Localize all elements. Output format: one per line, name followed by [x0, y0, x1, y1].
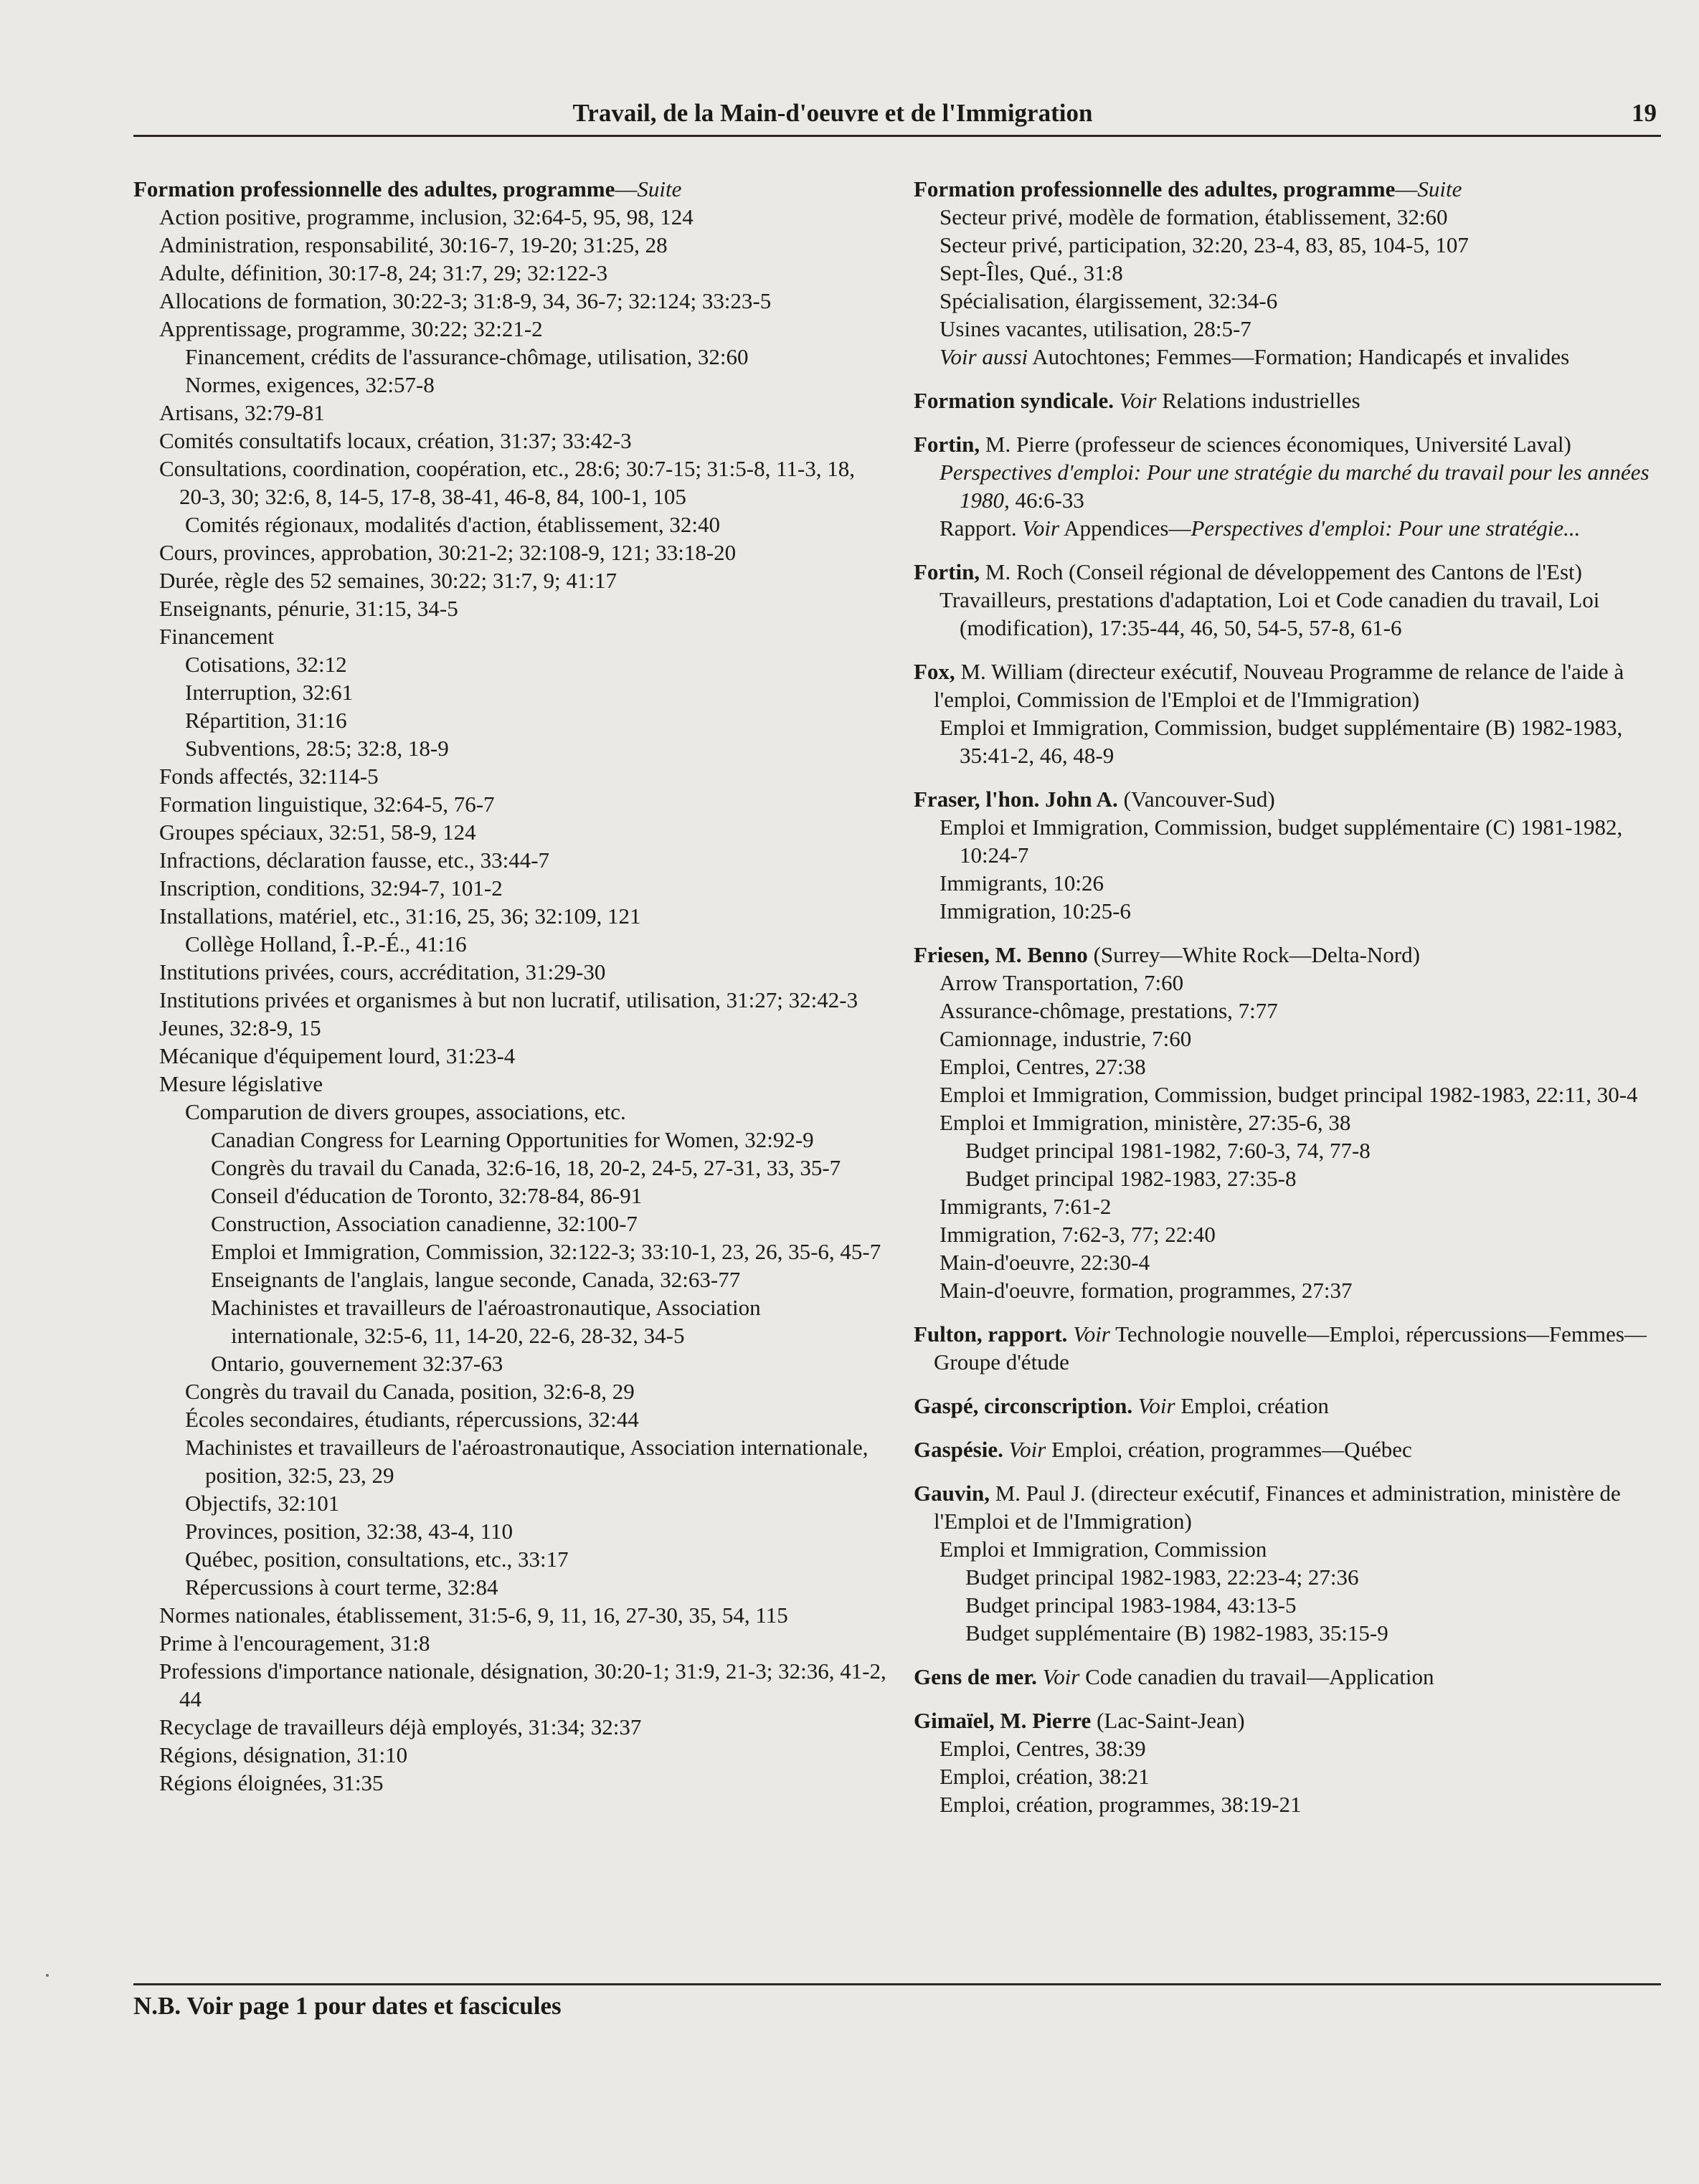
index-subentry — [133, 1433, 890, 1489]
entry-text: Immigrants, 10:26 — [940, 870, 1104, 896]
index-heading: Formation professionnelle des adultes, programme—Suite — [133, 176, 682, 201]
entry-text: Conseil d'éducation de Toronto, 32:78-84, 86-91 — [211, 1183, 643, 1208]
index-subentry — [133, 622, 890, 650]
entry-text: Administration, responsabilité, 30:16-7, 19-20; 31:25, 28 — [159, 232, 668, 257]
entry-head: Fortin, — [914, 432, 980, 457]
entry-em: Perspectives d'emploi: Pour une stratégie du marché du travail pour les années 1980, — [940, 460, 1650, 513]
entry-tail: (Vancouver-Sud) — [1117, 787, 1275, 812]
right-index-column — [914, 175, 1661, 1818]
entry-text: Emploi et Immigration, Commission, budget supplémentaire (C) 1981-1982, 10:24-7 — [940, 815, 1623, 868]
index-subentry — [914, 1025, 1661, 1053]
entry-text: Congrès du travail du Canada, 32:6-16, 18, 20-2, 24-5, 27-31, 33, 35-7 — [211, 1155, 841, 1180]
index-subentry — [914, 1276, 1661, 1304]
index-subentry — [133, 1657, 890, 1713]
entry-text: Emploi et Immigration, Commission, budget supplémentaire (B) 1982-1983, 35:41-2, 46, 48-9 — [940, 715, 1623, 768]
entry-em: Suite — [637, 176, 682, 201]
index-subentry — [914, 514, 1661, 542]
index-subentry — [133, 734, 890, 762]
entry-text: Enseignants, pénurie, 31:15, 34-5 — [159, 596, 458, 621]
entry-text: Budget principal 1982-1983, 22:23-4; 27:36 — [965, 1565, 1359, 1590]
entry-text: Emploi et Immigration, Commission, budget principal 1982-1983, 22:11, 30-4 — [940, 1082, 1638, 1107]
entry-text: Emploi, Centres, 27:38 — [940, 1054, 1146, 1079]
entry-tail: Code canadien du travail—Application — [1079, 1664, 1434, 1689]
entry-text: Arrow Transportation, 7:60 — [940, 970, 1184, 995]
entry-text: Régions, désignation, 31:10 — [159, 1742, 408, 1767]
entry-text: Usines vacantes, utilisation, 28:5-7 — [940, 316, 1251, 341]
entry-head: Fraser, l'hon. John A. — [914, 787, 1118, 812]
entry-text: Installations, matériel, etc., 31:16, 25, 36; 32:109, 121 — [159, 903, 641, 929]
index-subentry — [133, 1070, 890, 1098]
index-subentry — [133, 958, 890, 986]
entry-head: Formation professionnelle des adultes, programme — [914, 176, 1396, 201]
entry-tail: M. Pierre (professeur de sciences économiques, Université Laval) — [980, 432, 1571, 457]
index-subentry — [133, 1741, 890, 1769]
index-subentry — [914, 969, 1661, 997]
index-subentry — [914, 1762, 1661, 1790]
entry-em: Voir — [1119, 388, 1157, 413]
entry-tail: Emploi, création — [1175, 1393, 1329, 1418]
index-subentry — [133, 874, 890, 902]
index-subentry — [914, 1108, 1661, 1136]
index-subentry — [133, 1210, 890, 1238]
index-subentry — [133, 762, 890, 790]
entry-text: Immigration, 7:62-3, 77; 22:40 — [940, 1222, 1216, 1247]
index-subentry — [133, 538, 890, 566]
index-subentry — [133, 1629, 890, 1657]
index-heading — [914, 1663, 1661, 1691]
index-subentry — [914, 1136, 1661, 1164]
entry-head: Fortin, — [914, 559, 980, 584]
entry-head: Gaspésie. — [914, 1437, 1003, 1462]
entry-text: Action positive, programme, inclusion, 32:64-5, 95, 98, 124 — [159, 204, 694, 229]
index-subentry — [133, 1405, 890, 1433]
entry-em: Voir — [1073, 1321, 1110, 1347]
index-subentry — [914, 997, 1661, 1025]
index-subentry — [133, 594, 890, 622]
entry-text: Assurance-chômage, prestations, 7:77 — [940, 998, 1278, 1023]
entry-text: Collège Holland, Î.-P.-É., 41:16 — [185, 931, 467, 956]
index-subentry — [133, 706, 890, 734]
entry-text: Infractions, déclaration fausse, etc., 33:44-7 — [159, 848, 550, 873]
entry-text: Enseignants de l'anglais, langue seconde, Canada, 32:63-77 — [211, 1267, 741, 1292]
entry-text: Immigrants, 7:61-2 — [940, 1194, 1112, 1219]
index-subentry — [133, 1238, 890, 1266]
entry-text: Institutions privées, cours, accréditation, 31:29-30 — [159, 959, 606, 984]
entry-text: Normes nationales, établissement, 31:5-6, 9, 11, 16, 27-30, 35, 54, 115 — [159, 1603, 788, 1628]
index-subentry — [133, 818, 890, 846]
entry-text: Inscription, conditions, 32:94-7, 101-2 — [159, 875, 503, 901]
entry-text: Emploi et Immigration, ministère, 27:35-6, 38 — [940, 1110, 1351, 1135]
entry-text: Comités consultatifs locaux, création, 31:37; 33:42-3 — [159, 428, 632, 453]
index-subentry — [133, 1349, 890, 1377]
entry-text: Canadian Congress for Learning Opportunities for Women, 32:92-9 — [211, 1127, 814, 1152]
index-subentry — [914, 1164, 1661, 1192]
entry-text: Subventions, 28:5; 32:8, 18-9 — [185, 736, 449, 761]
entry-text: Écoles secondaires, étudiants, répercussions, 32:44 — [185, 1407, 639, 1432]
running-header-title: Travail, de la Main-d'oeuvre et de l'Immigration — [572, 99, 1093, 127]
entry-text: Comparution de divers groupes, associations, etc. — [185, 1099, 626, 1124]
index-subentry — [133, 566, 890, 594]
entry-em2: Perspectives d'emploi: Pour une stratégie... — [1191, 516, 1581, 541]
entry-head: Fulton, rapport. — [914, 1321, 1068, 1347]
index-subentry — [914, 458, 1661, 514]
entry-tail: Appendices— — [1059, 516, 1191, 541]
page-number: 19 — [1632, 99, 1657, 127]
index-subentry — [133, 1154, 890, 1182]
index-heading: Formation professionnelle des adultes, programme—Suite — [914, 176, 1462, 201]
index-heading — [914, 558, 1661, 586]
entry-text: Main-d'oeuvre, formation, programmes, 27:37 — [940, 1278, 1353, 1303]
entry-text: Machinistes et travailleurs de l'aéroastronautique, Association internationale, position, 32:5, 23, 29 — [185, 1435, 869, 1488]
index-subentry — [914, 1563, 1661, 1591]
index-subentry — [133, 678, 890, 706]
index-subentry — [914, 1619, 1661, 1647]
index-subentry — [133, 1769, 890, 1797]
index-subentry — [914, 1053, 1661, 1081]
entry-text: Fonds affectés, 32:114-5 — [159, 764, 379, 789]
index-subentry — [133, 343, 890, 371]
index-subentry — [133, 1517, 890, 1545]
index-subentry — [914, 203, 1661, 231]
entry-tail: (Surrey—White Rock—Delta-Nord) — [1087, 942, 1420, 967]
entry-text: Emploi, création, 38:21 — [940, 1764, 1150, 1789]
entry-text: Emploi, création, programmes, 38:19-21 — [940, 1792, 1302, 1817]
index-subentry — [133, 1545, 890, 1573]
entry-text: Secteur privé, participation, 32:20, 23-4, 83, 85, 104-5, 107 — [940, 232, 1469, 257]
entry-head: Formation syndicale. — [914, 388, 1114, 413]
entry-text: Emploi et Immigration, Commission — [940, 1537, 1267, 1562]
index-subentry — [133, 1293, 890, 1349]
entry-em: Suite — [1417, 176, 1462, 201]
index-subentry — [914, 1192, 1661, 1220]
index-subentry — [133, 1182, 890, 1210]
entry-text: Emploi et Immigration, Commission, 32:122-3; 33:10-1, 23, 26, 35-6, 45-7 — [211, 1239, 881, 1264]
index-subentry — [133, 1098, 890, 1126]
entry-text: Budget principal 1982-1983, 27:35-8 — [965, 1166, 1297, 1191]
entry-text: Cotisations, 32:12 — [185, 652, 347, 677]
entry-text: Formation linguistique, 32:64-5, 76-7 — [159, 792, 495, 817]
entry-head: Fox, — [914, 659, 955, 684]
index-subentry — [914, 343, 1661, 371]
entry-tail: Relations industrielles — [1156, 388, 1360, 413]
index-subentry — [914, 1790, 1661, 1818]
entry-text: Comités régionaux, modalités d'action, établissement, 32:40 — [185, 512, 720, 537]
entry-tail: M. Roch (Conseil régional de développement des Cantons de l'Est) — [980, 559, 1582, 584]
entry-text: Provinces, position, 32:38, 43-4, 110 — [185, 1519, 513, 1544]
index-subentry — [914, 713, 1661, 769]
entry-text: Répercussions à court terme, 32:84 — [185, 1575, 498, 1600]
entry-tail: M. Paul J. (directeur exécutif, Finances et administration, ministère de l'Emploi et de l'Immigration) — [934, 1481, 1621, 1534]
index-heading — [914, 430, 1661, 458]
index-subentry — [914, 1220, 1661, 1248]
index-subentry — [133, 203, 890, 231]
index-subentry — [133, 1126, 890, 1154]
entry-text: Camionnage, industrie, 7:60 — [940, 1026, 1192, 1051]
entry-text: Budget principal 1983-1984, 43:13-5 — [965, 1592, 1297, 1618]
entry-tail: Emploi, création, programmes—Québec — [1046, 1437, 1412, 1462]
entry-text: Groupes spéciaux, 32:51, 58-9, 124 — [159, 820, 476, 845]
index-subentry — [133, 1377, 890, 1405]
entry-head: Friesen, M. Benno — [914, 942, 1088, 967]
entry-text: Budget principal 1981-1982, 7:60-3, 74, 77-8 — [965, 1138, 1371, 1163]
entry-head: Formation professionnelle des adultes, programme — [133, 176, 615, 201]
entry-text: Sept-Îles, Qué., 31:8 — [940, 260, 1123, 285]
index-subentry — [133, 902, 890, 930]
index-subentry — [914, 1081, 1661, 1108]
entry-tail: 46:6-33 — [1009, 488, 1084, 513]
entry-text: Apprentissage, programme, 30:22; 32:21-2 — [159, 316, 543, 341]
left-index-column — [133, 175, 890, 1797]
index-subentry — [133, 1489, 890, 1517]
entry-text: Interruption, 32:61 — [185, 680, 354, 705]
index-subentry — [133, 790, 890, 818]
index-subentry — [133, 399, 890, 427]
entry-text: Québec, position, consultations, etc., 33:17 — [185, 1547, 569, 1572]
index-subentry — [133, 930, 890, 958]
index-subentry — [133, 1713, 890, 1741]
index-subentry — [914, 869, 1661, 897]
index-heading — [914, 1435, 1661, 1463]
index-subentry — [133, 511, 890, 538]
entry-text: Construction, Association canadienne, 32:100-7 — [211, 1211, 638, 1236]
entry-text: Financement, crédits de l'assurance-chômage, utilisation, 32:60 — [185, 344, 749, 369]
entry-text: Normes, exigences, 32:57-8 — [185, 372, 435, 397]
header-rule — [133, 135, 1661, 137]
index-subentry — [133, 1014, 890, 1042]
index-subentry — [914, 315, 1661, 343]
entry-text: Recyclage de travailleurs déjà employés, 31:34; 32:37 — [159, 1714, 642, 1739]
index-heading — [914, 941, 1661, 969]
index-subentry — [133, 650, 890, 678]
index-subentry — [914, 1248, 1661, 1276]
index-heading — [914, 657, 1661, 713]
index-subentry — [133, 315, 890, 343]
index-heading — [914, 785, 1661, 813]
entry-text: Allocations de formation, 30:22-3; 31:8-9, 34, 36-7; 32:124; 33:23-5 — [159, 288, 772, 313]
entry-tail: Autochtones; Femmes—Formation; Handicapés et invalides — [1028, 344, 1570, 369]
entry-text: Ontario, gouvernement 32:37-63 — [211, 1351, 503, 1376]
index-subentry — [914, 1535, 1661, 1563]
footer-rule — [133, 1983, 1661, 1985]
entry-text: Institutions privées et organismes à but non lucratif, utilisation, 31:27; 32:42-3 — [159, 987, 858, 1012]
scan-speck — [46, 1974, 49, 1977]
footer-note: N.B. Voir page 1 pour dates et fascicules — [133, 1992, 562, 2020]
index-subentry — [914, 586, 1661, 642]
entry-text: Machinistes et travailleurs de l'aéroastronautique, Association internationale, 32:5-6, 11, 14-20, 22-6, 28-32, 34-5 — [211, 1295, 761, 1348]
entry-text: Congrès du travail du Canada, position, 32:6-8, 29 — [185, 1379, 635, 1404]
entry-em: Voir — [1137, 1393, 1175, 1418]
index-subentry — [914, 1734, 1661, 1762]
index-subentry — [914, 259, 1661, 287]
index-subentry — [914, 1591, 1661, 1619]
entry-tail: (Lac-Saint-Jean) — [1091, 1708, 1245, 1733]
entry-text: Immigration, 10:25-6 — [940, 898, 1131, 924]
entry-text: Secteur privé, modèle de formation, établissement, 32:60 — [940, 204, 1448, 229]
entry-tail: Technologie nouvelle—Emploi, répercussions—Femmes—Groupe d'étude — [934, 1321, 1647, 1375]
entry-text: Travailleurs, prestations d'adaptation, Loi et Code canadien du travail, Loi (modification), 17:35-44, 46, 50, 54-5, 57-8, 61-6 — [940, 587, 1600, 640]
entry-head: Gens de mer. — [914, 1664, 1037, 1689]
index-subentry — [133, 986, 890, 1014]
index-subentry — [914, 287, 1661, 315]
entry-text: Régions éloignées, 31:35 — [159, 1770, 384, 1795]
entry-text: Jeunes, 32:8-9, 15 — [159, 1015, 321, 1040]
entry-head: Gimaïel, M. Pierre — [914, 1708, 1092, 1733]
entry-text: Durée, règle des 52 semaines, 30:22; 31:7, 9; 41:17 — [159, 568, 617, 593]
entry-text: Main-d'oeuvre, 22:30-4 — [940, 1250, 1150, 1275]
entry-text: Consultations, coordination, coopération, etc., 28:6; 30:7-15; 31:5-8, 11-3, 18, 20-3, 30; 32:6, 8, 14-5, 17-8, 38-41, 46-8, 84, 100-1, 105 — [159, 456, 856, 509]
entry-text: Prime à l'encouragement, 31:8 — [159, 1630, 430, 1656]
entry-text: Objectifs, 32:101 — [185, 1491, 340, 1516]
entry-em: Voir — [1042, 1664, 1080, 1689]
entry-text: Cours, provinces, approbation, 30:21-2; 32:108-9, 121; 33:18-20 — [159, 540, 737, 565]
index-subentry — [133, 1042, 890, 1070]
index-heading — [914, 1320, 1661, 1376]
index-heading — [914, 1392, 1661, 1420]
index-subentry — [914, 231, 1661, 259]
index-subentry — [133, 259, 890, 287]
entry-text: Artisans, 32:79-81 — [159, 400, 325, 425]
index-subentry — [133, 287, 890, 315]
index-subentry — [914, 813, 1661, 869]
index-subentry — [133, 1573, 890, 1601]
entry-text: Professions d'importance nationale, désignation, 30:20-1; 31:9, 21-3; 32:36, 41-2, 44 — [159, 1658, 886, 1711]
index-subentry — [133, 1601, 890, 1629]
index-subentry — [133, 846, 890, 874]
index-heading — [914, 1479, 1661, 1535]
entry-tail: M. William (directeur exécutif, Nouveau Programme de relance de l'aide à l'emploi, Commission de l'Emploi et de l'Immigration) — [934, 659, 1624, 712]
index-subentry — [133, 1266, 890, 1293]
entry-text: Emploi, Centres, 38:39 — [940, 1736, 1146, 1761]
entry-text: Budget supplémentaire (B) 1982-1983, 35:15-9 — [965, 1620, 1388, 1646]
entry-text: Financement — [159, 624, 275, 649]
index-subentry — [133, 427, 890, 455]
entry-text: Répartition, 31:16 — [185, 708, 347, 733]
entry-head: Gauvin, — [914, 1481, 990, 1506]
entry-em: Voir — [1022, 516, 1060, 541]
entry-em: Voir aussi — [940, 344, 1028, 369]
entry-text: Mécanique d'équipement lourd, 31:23-4 — [159, 1043, 516, 1068]
index-subentry — [133, 231, 890, 259]
entry-pre: Rapport. — [940, 516, 1023, 541]
index-heading — [914, 1706, 1661, 1734]
entry-text: Mesure législative — [159, 1071, 323, 1096]
index-heading — [914, 386, 1661, 414]
entry-text: Adulte, définition, 30:17-8, 24; 31:7, 29; 32:122-3 — [159, 260, 608, 285]
index-subentry — [133, 455, 890, 511]
index-subentry — [914, 897, 1661, 925]
index-subentry — [133, 371, 890, 399]
entry-text: Spécialisation, élargissement, 32:34-6 — [940, 288, 1278, 313]
entry-head: Gaspé, circonscription. — [914, 1393, 1133, 1418]
entry-em: Voir — [1008, 1437, 1046, 1462]
